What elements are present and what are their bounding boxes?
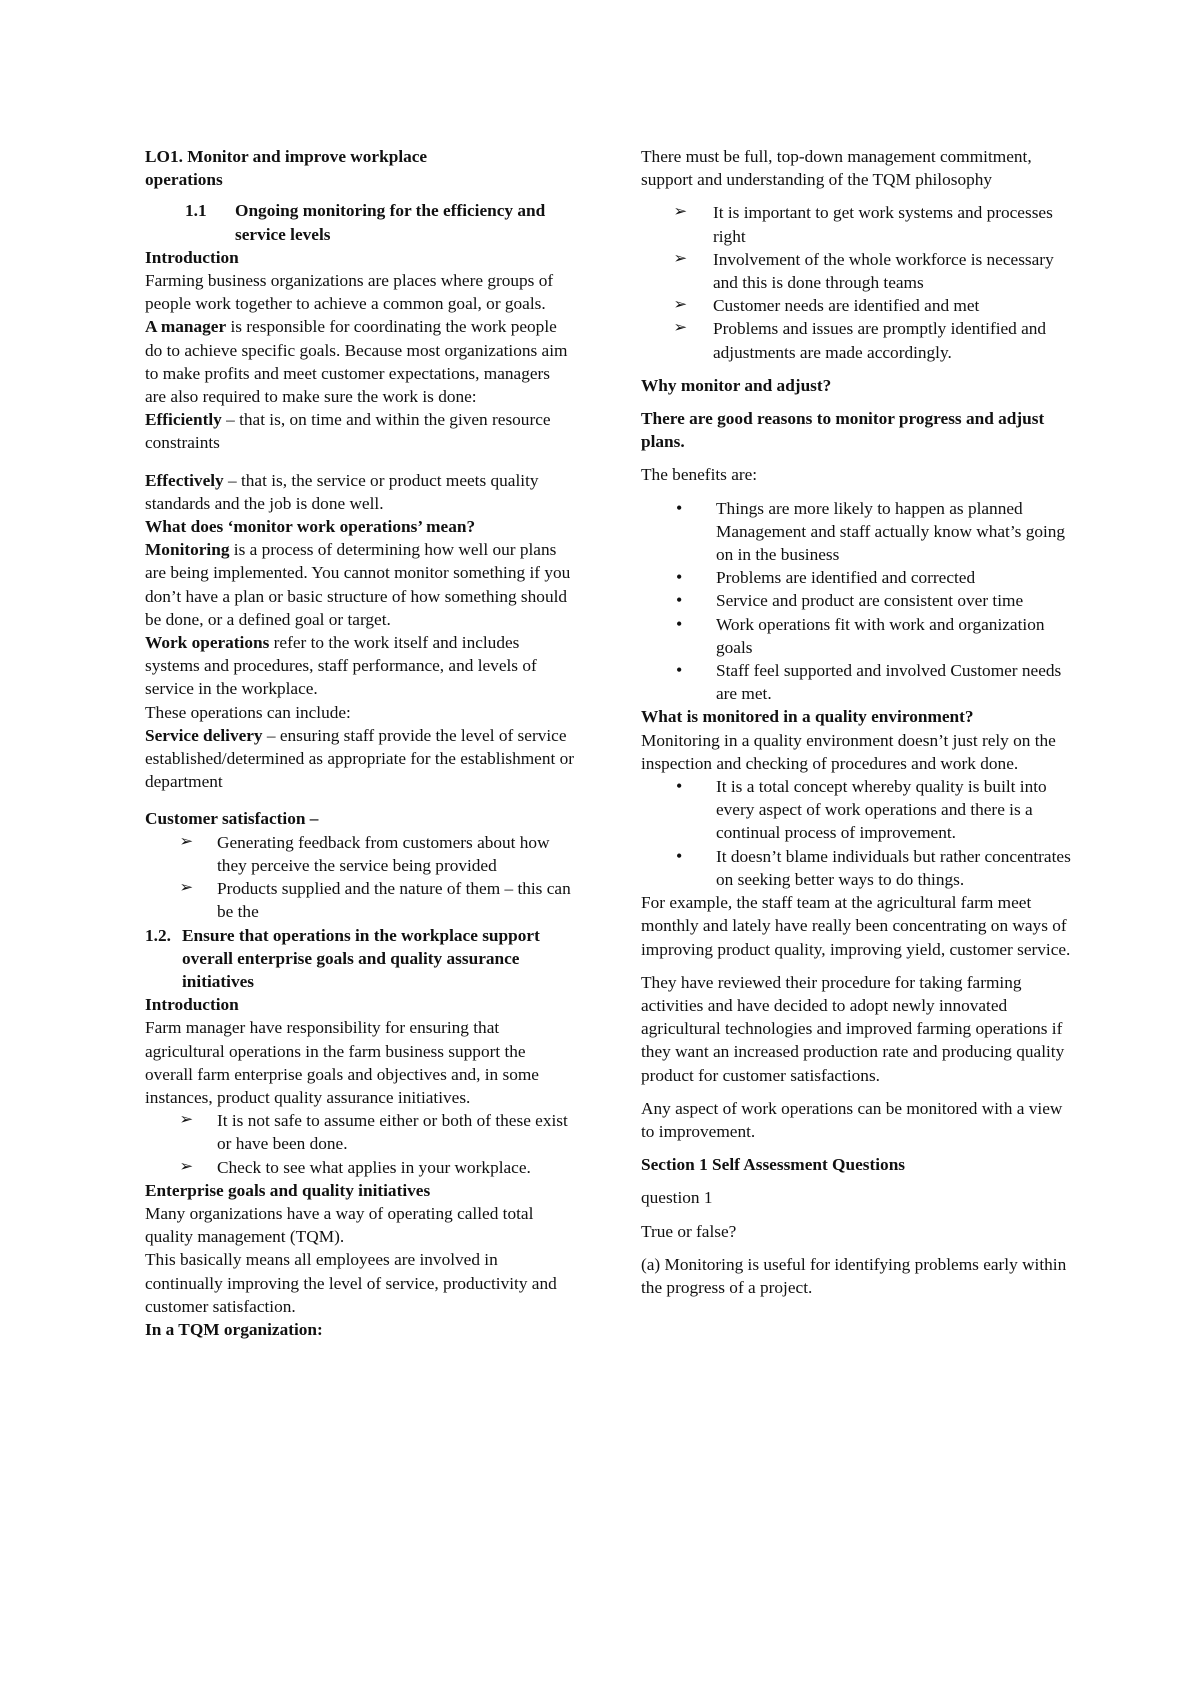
arrow-bullet-icon: ➢ xyxy=(673,250,688,267)
section-number: 1.2. xyxy=(145,925,171,945)
list-item xyxy=(641,201,1071,247)
effectively-paragraph xyxy=(145,469,575,515)
list-item xyxy=(641,613,1071,659)
arrow-bullet-icon: ➢ xyxy=(179,880,194,897)
unit-title-line1: LO1. Monitor and improve workplace xyxy=(145,147,428,166)
example-paragraph: For example, the staff team at the agricultural farm meet monthly and lately have really been concentrating on ways of improving product quality, improving yield, customer service. xyxy=(641,893,1071,959)
service-delivery-definition: – ensuring staff provide the level of service established/determined as appropriate for the establishment or department xyxy=(145,725,575,792)
self-assessment-heading: Section 1 Self Assessment Questions xyxy=(641,1155,906,1175)
list-item xyxy=(641,317,1071,363)
list-item xyxy=(641,248,1071,294)
benefits-list xyxy=(641,497,1071,706)
question-label: question 1 xyxy=(641,1188,713,1208)
why-monitor-heading: Why monitor and adjust? xyxy=(641,375,832,395)
section-title: Ensure that operations in the workplace support overall enterprise goals and quality assurance initiatives xyxy=(182,925,540,991)
dot-bullet-icon: • xyxy=(676,567,683,588)
any-aspect-paragraph: Any aspect of work operations can be monitored with a view to improvement. xyxy=(641,1098,1063,1141)
manager-definition: is responsible for coordinating the work people do to achieve specific goals. Because most organizations aim to make profits and meet customer expectations, managers are also required to make sure the work is done: xyxy=(145,317,568,407)
list-item-text: Check to see what applies in your workplace. xyxy=(217,1157,531,1177)
efficiently-definition: – that is, on time and within the given resource constraints xyxy=(145,410,551,453)
section-1-1-heading xyxy=(145,199,575,245)
list-item xyxy=(145,1109,575,1155)
section-number: 1.1 xyxy=(185,201,207,221)
intro-paragraph-2: Farm manager have responsibility for ensuring that agricultural operations in the farm business support the overall farm enterprise goals and objectives and, in some instances, product quality assurance initiatives. xyxy=(145,1018,539,1107)
list-item-text: It is important to get work systems and processes right xyxy=(713,203,1053,246)
manager-term: A manager xyxy=(145,317,227,337)
effectively-definition: – that is, the service or product meets quality standards and the job is done well. xyxy=(145,470,539,513)
intro-2-list xyxy=(145,1109,575,1179)
efficiently-paragraph xyxy=(145,408,575,454)
list-item xyxy=(641,294,1071,317)
list-item-text: Things are more likely to happen as planned Management and staff actually know what’s going on in the business xyxy=(716,498,1066,565)
arrow-bullet-icon: ➢ xyxy=(179,1158,194,1175)
list-item xyxy=(641,589,1071,612)
list-item-text: It is not safe to assume either or both of these exist or have been done. xyxy=(217,1111,568,1154)
list-item-text: It is a total concept whereby quality is built into every aspect of work operations and there is a continual process of improvement. xyxy=(716,777,1047,843)
dot-bullet-icon: • xyxy=(676,497,683,518)
reviewed-paragraph: They have reviewed their procedure for taking farming activities and have decided to adopt newly innovated agricultural technologies and improved farming operations if they want an increased production rate and producing quality product for customer satisfactions. xyxy=(641,972,1065,1085)
arrow-bullet-icon: ➢ xyxy=(179,1112,194,1129)
benefits-intro: The benefits are: xyxy=(641,465,758,485)
list-item-text: Problems and issues are promptly identified and adjustments are made accordingly. xyxy=(713,319,1047,362)
work-operations-term: Work operations xyxy=(145,633,270,653)
effectively-term: Effectively xyxy=(145,470,224,490)
list-item xyxy=(641,497,1071,567)
list-item xyxy=(641,775,1071,845)
list-item-text: It doesn’t blame individuals but rather concentrates on seeking better ways to do things. xyxy=(716,846,1071,889)
monitoring-paragraph xyxy=(145,538,575,631)
service-delivery-paragraph xyxy=(145,724,575,794)
service-delivery-term: Service delivery xyxy=(145,725,263,745)
quality-environment-heading: What is monitored in a quality environment? xyxy=(641,707,974,727)
tqm-organization-heading: In a TQM organization: xyxy=(145,1319,323,1339)
dot-bullet-icon: • xyxy=(676,613,683,634)
dot-bullet-icon: • xyxy=(676,845,683,866)
unit-title-line2: operations xyxy=(145,170,223,190)
arrow-bullet-icon: ➢ xyxy=(673,297,688,314)
list-item-text: Staff feel supported and involved Customer needs are met. xyxy=(716,661,1062,704)
enterprise-goals-heading: Enterprise goals and quality initiatives xyxy=(145,1180,431,1200)
tqm-list xyxy=(641,201,1071,363)
quality-environment-paragraph: Monitoring in a quality environment doesn’t just rely on the inspection and checking of procedures and work done. xyxy=(641,730,1056,773)
monitoring-term: Monitoring xyxy=(145,540,230,560)
work-operations-paragraph xyxy=(145,631,575,701)
intro-paragraph: Farming business organizations are places where groups of people work together to achieve a common goal, or goals. xyxy=(145,271,554,314)
section-title: Ongoing monitoring for the efficiency and service levels xyxy=(235,201,546,244)
list-item xyxy=(145,1156,575,1179)
list-item xyxy=(641,566,1071,589)
dot-bullet-icon: • xyxy=(676,660,683,681)
work-operations-definition: refer to the work itself and includes systems and procedures, staff performance, and levels of service in the workplace. xyxy=(145,633,537,699)
arrow-bullet-icon: ➢ xyxy=(673,320,688,337)
operations-include-text: These operations can include: xyxy=(145,702,351,722)
customer-satisfaction-list xyxy=(145,831,575,924)
list-item-text: Involvement of the whole workforce is necessary and this is done through teams xyxy=(713,249,1054,293)
monitoring-definition: is a process of determining how well our plans are being implemented. You cannot monitor something if you don’t have a plan or basic structure of how something should be done, or a defined goal or target. xyxy=(145,540,571,629)
list-item-text: Products supplied and the nature of them – this can be the xyxy=(217,879,571,922)
efficiently-term: Efficiently xyxy=(145,410,222,430)
right-column xyxy=(641,145,1071,1299)
left-column xyxy=(145,145,575,1341)
list-item-text: Problems are identified and corrected xyxy=(716,568,976,588)
dot-bullet-icon: • xyxy=(676,590,683,611)
list-item xyxy=(641,659,1071,705)
question-a: (a) Monitoring is useful for identifying problems early within the progress of a project. xyxy=(641,1254,1067,1297)
arrow-bullet-icon: ➢ xyxy=(179,833,194,850)
true-false-prompt: True or false? xyxy=(641,1221,737,1241)
intro-heading-2: Introduction xyxy=(145,995,239,1015)
tqm-basically-paragraph: This basically means all employees are involved in continually improving the level of service, productivity and customer satisfaction. xyxy=(145,1250,557,1316)
dot-bullet-icon: • xyxy=(676,776,683,797)
intro-heading: Introduction xyxy=(145,247,239,267)
list-item xyxy=(641,845,1071,891)
list-item-text: Generating feedback from customers about how they perceive the service being provided xyxy=(217,832,550,875)
list-item-text: Service and product are consistent over time xyxy=(716,591,1024,611)
enterprise-paragraph: Many organizations have a way of operating called total quality management (TQM). xyxy=(145,1203,534,1247)
quality-list xyxy=(641,775,1071,891)
list-item xyxy=(145,877,575,923)
arrow-bullet-icon: ➢ xyxy=(673,204,688,221)
list-item-text: Work operations fit with work and organization goals xyxy=(716,614,1045,657)
manager-paragraph xyxy=(145,315,575,408)
what-monitor-heading: What does ‘monitor work operations’ mean? xyxy=(145,517,476,537)
unit-title xyxy=(145,145,575,191)
list-item-text: Customer needs are identified and met xyxy=(713,296,980,316)
commitment-paragraph: There must be full, top-down management commitment, support and understanding of the TQM philosophy xyxy=(641,147,1032,190)
section-1-2-heading xyxy=(145,924,575,994)
good-reasons-heading: There are good reasons to monitor progress and adjust plans. xyxy=(641,409,1045,452)
customer-satisfaction-heading: Customer satisfaction – xyxy=(145,809,319,829)
list-item xyxy=(145,831,575,877)
